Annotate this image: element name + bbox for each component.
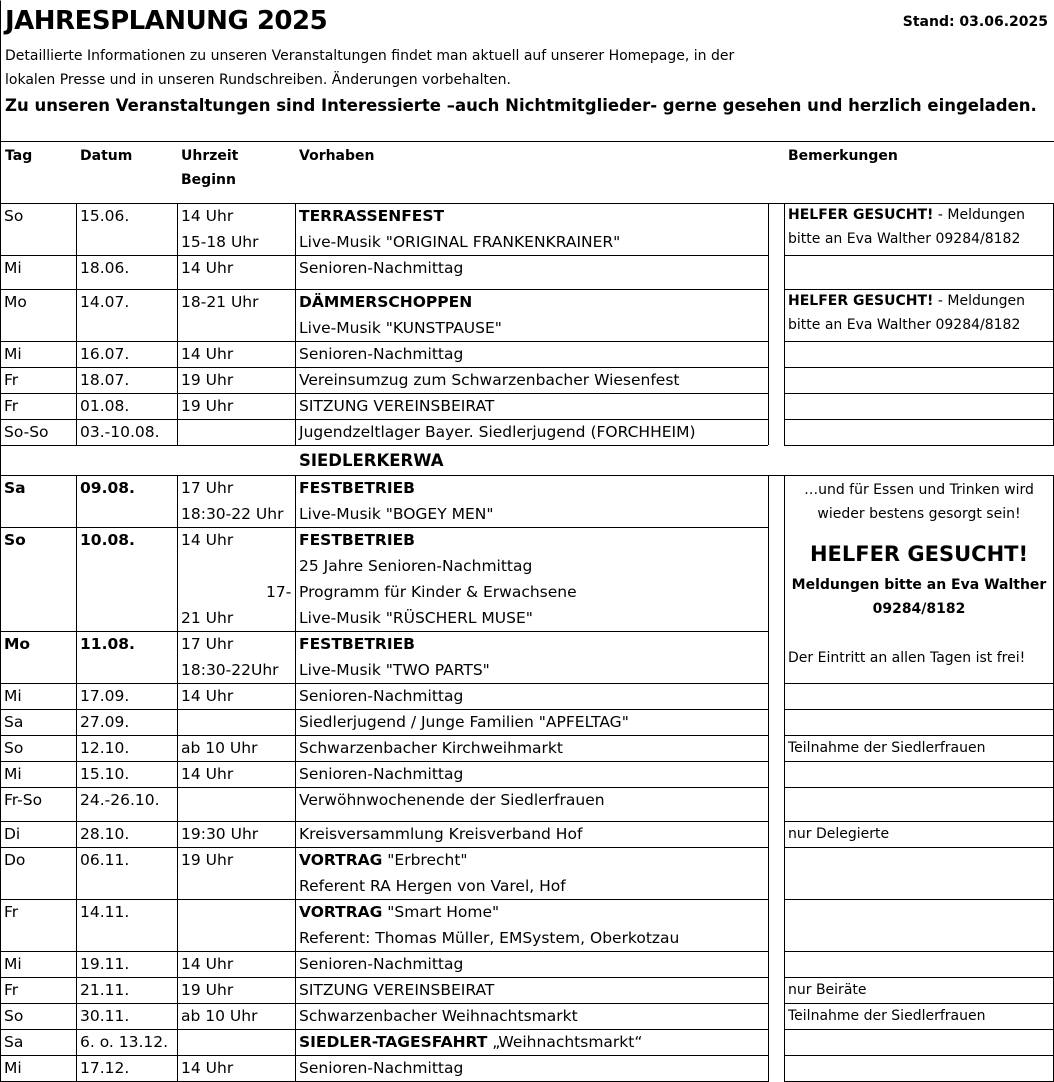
row15-vorhaben: Verwöhnwochenende der Siedlerfrauen: [299, 791, 605, 809]
row2-datum: 18.06.: [80, 259, 130, 277]
row3-remark-2: bitte an Eva Walther 09284/8182: [788, 317, 1021, 333]
row20-remark: nur Beiräte: [788, 982, 867, 998]
intro-line-2: lokalen Presse und in unseren Rundschreiben. Änderungen vorbehalten.: [5, 72, 511, 88]
row9-uhr-3: 17-: [266, 583, 292, 601]
kerwa-remark-3: Meldungen bitte an Eva Walther: [791, 577, 1047, 593]
row4-tag: Mi: [4, 345, 22, 363]
row10-uhr: 17 Uhr: [181, 635, 234, 653]
row19-vorhaben: Senioren-Nachmittag: [299, 955, 464, 973]
row10-vorhaben: FESTBETRIEB: [299, 635, 415, 653]
row1-tag: So: [4, 207, 24, 225]
row12-vorhaben: Siedlerjugend / Junge Familien "APFELTAG": [299, 713, 629, 731]
row3-tag: Mo: [4, 293, 27, 311]
page-title: JAHRESPLANUNG 2025: [5, 6, 328, 36]
row8-vorhaben: FESTBETRIEB: [299, 479, 415, 497]
kerwa-helfer-gesucht: HELFER GESUCHT!: [809, 542, 1029, 566]
row6-uhr: 19 Uhr: [181, 397, 234, 415]
row7-datum: 03.-10.08.: [80, 423, 160, 441]
row6-vorhaben: SITZUNG VEREINSBEIRAT: [299, 397, 495, 415]
row5-datum: 18.07.: [80, 371, 130, 389]
section-siedlerkerwa: SIEDLERKERWA: [299, 451, 444, 470]
row8-vorhaben-2: Live-Musik "BOGEY MEN": [299, 505, 494, 523]
row16-tag: Di: [4, 825, 21, 843]
row22-vorhaben: SIEDLER-TAGESFAHRT „Weihnachtsmarkt“: [299, 1033, 643, 1051]
row21-uhr: ab 10 Uhr: [181, 1007, 258, 1025]
header-vorhaben: Vorhaben: [299, 148, 375, 164]
row10-tag: Mo: [4, 635, 31, 653]
row2-tag: Mi: [4, 259, 22, 277]
intro-line-1: Detaillierte Informationen zu unseren Veranstaltungen findet man aktuell auf unserer Homepage, in der: [5, 48, 735, 64]
row1-remark: HELFER GESUCHT! - Meldungen: [788, 207, 1025, 223]
header-uhrzeit: Uhrzeit: [181, 148, 239, 164]
kerwa-remark-5: Der Eintritt an allen Tagen ist frei!: [788, 650, 1026, 666]
row16-vorhaben: Kreisversammlung Kreisverband Hof: [299, 825, 583, 843]
row9-vorhaben: FESTBETRIEB: [299, 531, 415, 549]
row21-vorhaben: Schwarzenbacher Weihnachtsmarkt: [299, 1007, 578, 1025]
row9-datum: 10.08.: [80, 531, 135, 549]
row3-datum: 14.07.: [80, 293, 130, 311]
row12-datum: 27.09.: [80, 713, 130, 731]
row7-tag: So-So: [4, 423, 49, 441]
kerwa-remark-2: wieder bestens gesorgt sein!: [817, 506, 1021, 522]
row1-vorhaben: TERRASSENFEST: [299, 207, 445, 225]
row17-datum: 06.11.: [80, 851, 130, 869]
row21-remark: Teilnahme der Siedlerfrauen: [788, 1008, 986, 1024]
row17-uhr: 19 Uhr: [181, 851, 234, 869]
row6-datum: 01.08.: [80, 397, 130, 415]
row9-uhr: 14 Uhr: [181, 531, 234, 549]
row1-uhr-2: 15-18 Uhr: [181, 233, 259, 251]
row14-vorhaben: Senioren-Nachmittag: [299, 765, 464, 783]
row9-uhr-4: 21 Uhr: [181, 609, 234, 627]
row9-vorhaben-4: Live-Musik "RÜSCHERL MUSE": [299, 609, 533, 627]
row8-tag: Sa: [4, 479, 26, 497]
row18-datum: 14.11.: [80, 903, 130, 921]
row14-tag: Mi: [4, 765, 22, 783]
row2-vorhaben: Senioren-Nachmittag: [299, 259, 464, 277]
row22-datum: 6. o. 13.12.: [80, 1033, 169, 1051]
header-tag: Tag: [5, 148, 33, 164]
row11-uhr: 14 Uhr: [181, 687, 234, 705]
row3-vorhaben-2: Live-Musik "KUNSTPAUSE": [299, 319, 502, 337]
invitation-text: Zu unseren Veranstaltungen sind Interessierte –auch Nichtmitglieder- gerne gesehen und herzlich eingeladen.: [5, 96, 1037, 115]
row18-vorhaben-2: Referent: Thomas Müller, EMSystem, Oberkotzau: [299, 929, 680, 947]
row5-vorhaben: Vereinsumzug zum Schwarzenbacher Wiesenfest: [299, 371, 680, 389]
row17-tag: Do: [4, 851, 26, 869]
row20-vorhaben: SITZUNG VEREINSBEIRAT: [299, 981, 495, 999]
row10-uhr-2: 18:30-22Uhr: [181, 661, 279, 679]
row2-uhr: 14 Uhr: [181, 259, 234, 277]
row8-uhr-2: 18:30-22 Uhr: [181, 505, 284, 523]
row23-uhr: 14 Uhr: [181, 1059, 234, 1077]
row17-vorhaben-2: Referent RA Hergen von Varel, Hof: [299, 877, 566, 895]
row1-vorhaben-2: Live-Musik "ORIGINAL FRANKENKRAINER": [299, 233, 621, 251]
row4-uhr: 14 Uhr: [181, 345, 234, 363]
header-bemerkungen: Bemerkungen: [788, 148, 898, 164]
row11-vorhaben: Senioren-Nachmittag: [299, 687, 464, 705]
row17-vorhaben: VORTRAG "Erbrecht": [299, 851, 468, 869]
row20-tag: Fr: [4, 981, 19, 999]
kerwa-remark-4: 09284/8182: [872, 601, 966, 617]
row5-tag: Fr: [4, 371, 19, 389]
row22-tag: Sa: [4, 1033, 24, 1051]
row18-tag: Fr: [4, 903, 19, 921]
row8-datum: 09.08.: [80, 479, 135, 497]
row21-datum: 30.11.: [80, 1007, 130, 1025]
row18-vorhaben: VORTRAG "Smart Home": [299, 903, 500, 921]
row14-datum: 15.10.: [80, 765, 130, 783]
row14-uhr: 14 Uhr: [181, 765, 234, 783]
row10-datum: 11.08.: [80, 635, 135, 653]
row13-vorhaben: Schwarzenbacher Kirchweihmarkt: [299, 739, 563, 757]
row15-tag: Fr-So: [4, 791, 43, 809]
row16-remark: nur Delegierte: [788, 826, 890, 842]
row15-datum: 24.-26.10.: [80, 791, 160, 809]
kerwa-remark-1: …und für Essen und Trinken wird: [804, 482, 1034, 498]
header-datum: Datum: [80, 148, 133, 164]
row23-datum: 17.12.: [80, 1059, 130, 1077]
row20-datum: 21.11.: [80, 981, 130, 999]
row1-remark-2: bitte an Eva Walther 09284/8182: [788, 231, 1021, 247]
row9-vorhaben-2: 25 Jahre Senioren-Nachmittag: [299, 557, 533, 575]
row21-tag: So: [4, 1007, 24, 1025]
row7-vorhaben: Jugendzeltlager Bayer. Siedlerjugend (FORCHHEIM): [299, 423, 696, 441]
row13-datum: 12.10.: [80, 739, 130, 757]
row16-uhr: 19:30 Uhr: [181, 825, 259, 843]
row11-datum: 17.09.: [80, 687, 130, 705]
row4-vorhaben: Senioren-Nachmittag: [299, 345, 464, 363]
row6-tag: Fr: [4, 397, 19, 415]
row4-datum: 16.07.: [80, 345, 130, 363]
row9-tag: So: [4, 531, 26, 549]
row12-tag: Sa: [4, 713, 24, 731]
row5-uhr: 19 Uhr: [181, 371, 234, 389]
row16-datum: 28.10.: [80, 825, 130, 843]
row19-tag: Mi: [4, 955, 22, 973]
row1-uhr: 14 Uhr: [181, 207, 234, 225]
row13-remark: Teilnahme der Siedlerfrauen: [788, 740, 986, 756]
row8-uhr: 17 Uhr: [181, 479, 234, 497]
row13-tag: So: [4, 739, 24, 757]
row19-uhr: 14 Uhr: [181, 955, 234, 973]
row1-datum: 15.06.: [80, 207, 130, 225]
row23-vorhaben: Senioren-Nachmittag: [299, 1059, 464, 1077]
row13-uhr: ab 10 Uhr: [181, 739, 258, 757]
row20-uhr: 19 Uhr: [181, 981, 234, 999]
row11-tag: Mi: [4, 687, 22, 705]
row3-vorhaben: DÄMMERSCHOPPEN: [299, 293, 473, 311]
row3-uhr: 18-21 Uhr: [181, 293, 259, 311]
row9-vorhaben-3: Programm für Kinder & Erwachsene: [299, 583, 577, 601]
row3-remark: HELFER GESUCHT! - Meldungen: [788, 293, 1025, 309]
header-beginn: Beginn: [181, 172, 236, 188]
row19-datum: 19.11.: [80, 955, 130, 973]
row23-tag: Mi: [4, 1059, 22, 1077]
stand-date: Stand: 03.06.2025: [902, 14, 1048, 30]
row10-vorhaben-2: Live-Musik "TWO PARTS": [299, 661, 490, 679]
